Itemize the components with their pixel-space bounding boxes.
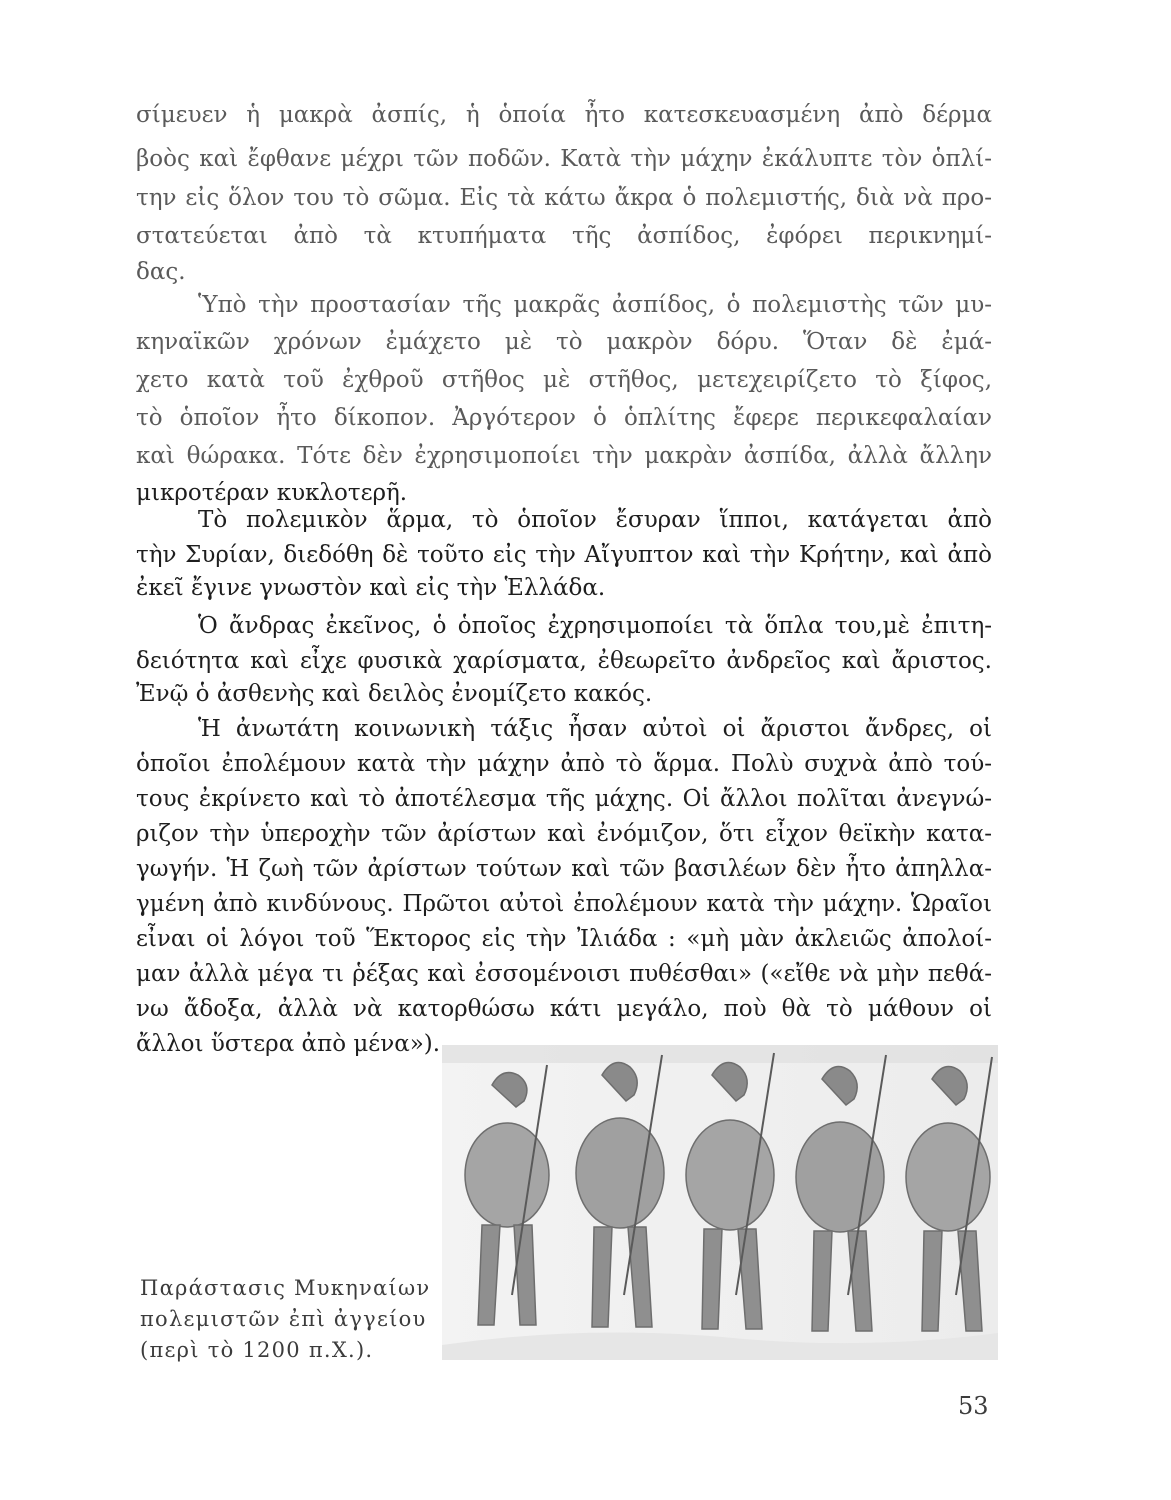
text-line: Τὸ πολεμικὸν ἅρμα, τὸ ὁποῖον ἔσυραν ἵπποι, κατάγεται ἀπὸ — [198, 507, 992, 533]
text-line: την εἰς ὅλον του τὸ σῶμα. Εἰς τὰ κάτω ἄκρα ὁ πολεμιστής, διὰ νὰ προ- — [136, 185, 992, 211]
page-number: 53 — [958, 1392, 989, 1420]
text-line: στατεύεται ἀπὸ τὰ κτυπήματα τῆς ἀσπίδος, ἐφόρει περικνημί- — [136, 223, 992, 249]
warrior-vase-illustration — [442, 1045, 998, 1360]
text-line: εἶναι οἱ λόγοι τοῦ Ἕκτορος εἰς τὴν Ἰλιάδα : «μὴ μὰν ἀκλειῶς ἀπολοί- — [136, 926, 992, 952]
figure-caption — [140, 1273, 431, 1366]
text-line: ὁποῖοι ἐπολέμουν κατὰ τὴν μάχην ἀπὸ τὸ ἅρμα. Πολὺ συχνὰ ἀπὸ τού- — [136, 751, 992, 777]
text-line: καὶ θώρακα. Τότε δὲν ἐχρησιμοποίει τὴν μακρὰν ἀσπίδα, ἀλλὰ ἄλλην — [136, 443, 992, 469]
text-line: γωγήν. Ἡ ζωὴ τῶν ἀρίστων τούτων καὶ τῶν βασιλέων δὲν ἦτο ἀπηλλα- — [136, 856, 992, 882]
mycenaean-warriors-drawing — [442, 1045, 998, 1360]
text-line: Ὑπὸ τὴν προστασίαν τῆς μακρᾶς ἀσπίδος, ὁ πολεμιστὴς τῶν μυ- — [198, 292, 992, 318]
caption-line: πολεμιστῶν ἐπὶ ἀγγείου — [140, 1307, 427, 1331]
text-line: ἄλλοι ὕστερα ἀπὸ μένα»). — [136, 1031, 441, 1057]
caption-line: Παράστασις Μυκηναίων — [140, 1276, 431, 1300]
text-line: τὸ ὁποῖον ἦτο δίκοπον. Ἀργότερον ὁ ὁπλίτης ἔφερε περικεφαλαίαν — [136, 405, 992, 431]
text-line: σίμευεν ἡ μακρὰ ἀσπίς, ἡ ὁποία ἦτο κατεσκευασμένη ἀπὸ δέρμα — [136, 102, 992, 128]
text-line: μικροτέραν κυκλοτερῆ. — [136, 480, 408, 506]
text-line: βοὸς καὶ ἔφθανε μέχρι τῶν ποδῶν. Κατὰ τὴν μάχην ἐκάλυπτε τὸν ὁπλί- — [136, 146, 992, 172]
text-line: ριζον τὴν ὑπεροχὴν τῶν ἀρίστων καὶ ἐνόμιζον, ὅτι εἶχον θεϊκὴν κατα- — [136, 821, 992, 847]
text-line: Ὁ ἄνδρας ἐκεῖνος, ὁ ὁποῖος ἐχρησιμοποίει τὰ ὅπλα του,μὲ ἐπιτη- — [198, 613, 992, 639]
text-line: δας. — [136, 259, 186, 285]
caption-line: (περὶ τὸ 1200 π.Χ.). — [140, 1338, 374, 1362]
text-line: χετο κατὰ τοῦ ἐχθροῦ στῆθος μὲ στῆθος, μετεχειρίζετο τὸ ξίφος, — [136, 367, 992, 393]
text-line: τὴν Συρίαν, διεδόθη δὲ τοῦτο εἰς τὴν Αἴγυπτον καὶ τὴν Κρήτην, καὶ ἀπὸ — [136, 542, 992, 568]
text-line: ἐκεῖ ἔγινε γνωστὸν καὶ εἰς τὴν Ἑλλάδα. — [136, 575, 606, 601]
text-line: Ἐνῷ ὁ ἀσθενὴς καὶ δειλὸς ἐνομίζετο κακός. — [136, 681, 653, 707]
text-line: μαν ἀλλὰ μέγα τι ῥέξας καὶ ἐσσομένοισι πυθέσθαι» («εἴθε νὰ μὴν πεθά- — [136, 961, 992, 987]
text-line: κηναϊκῶν χρόνων ἐμάχετο μὲ τὸ μακρὸν δόρυ. Ὅταν δὲ ἐμά- — [136, 329, 992, 355]
text-line: γμένη ἀπὸ κινδύνους. Πρῶτοι αὐτοὶ ἐπολέμουν κατὰ τὴν μάχην. Ὡραῖοι — [136, 891, 992, 917]
text-line: νω ἄδοξα, ἀλλὰ νὰ κατορθώσω κάτι μεγάλο, ποὺ θὰ τὸ μάθουν οἱ — [136, 996, 992, 1022]
text-line: τους ἐκρίνετο καὶ τὸ ἀποτέλεσμα τῆς μάχης. Οἱ ἄλλοι πολῖται ἀνεγνώ- — [136, 786, 992, 812]
text-line: δειότητα καὶ εἶχε φυσικὰ χαρίσματα, ἐθεωρεῖτο ἀνδρεῖος καὶ ἄριστος. — [136, 648, 992, 674]
text-line: Ἡ ἀνωτάτη κοινωνικὴ τάξις ἦσαν αὐτοὶ οἱ ἄριστοι ἄνδρες, οἱ — [198, 716, 992, 742]
